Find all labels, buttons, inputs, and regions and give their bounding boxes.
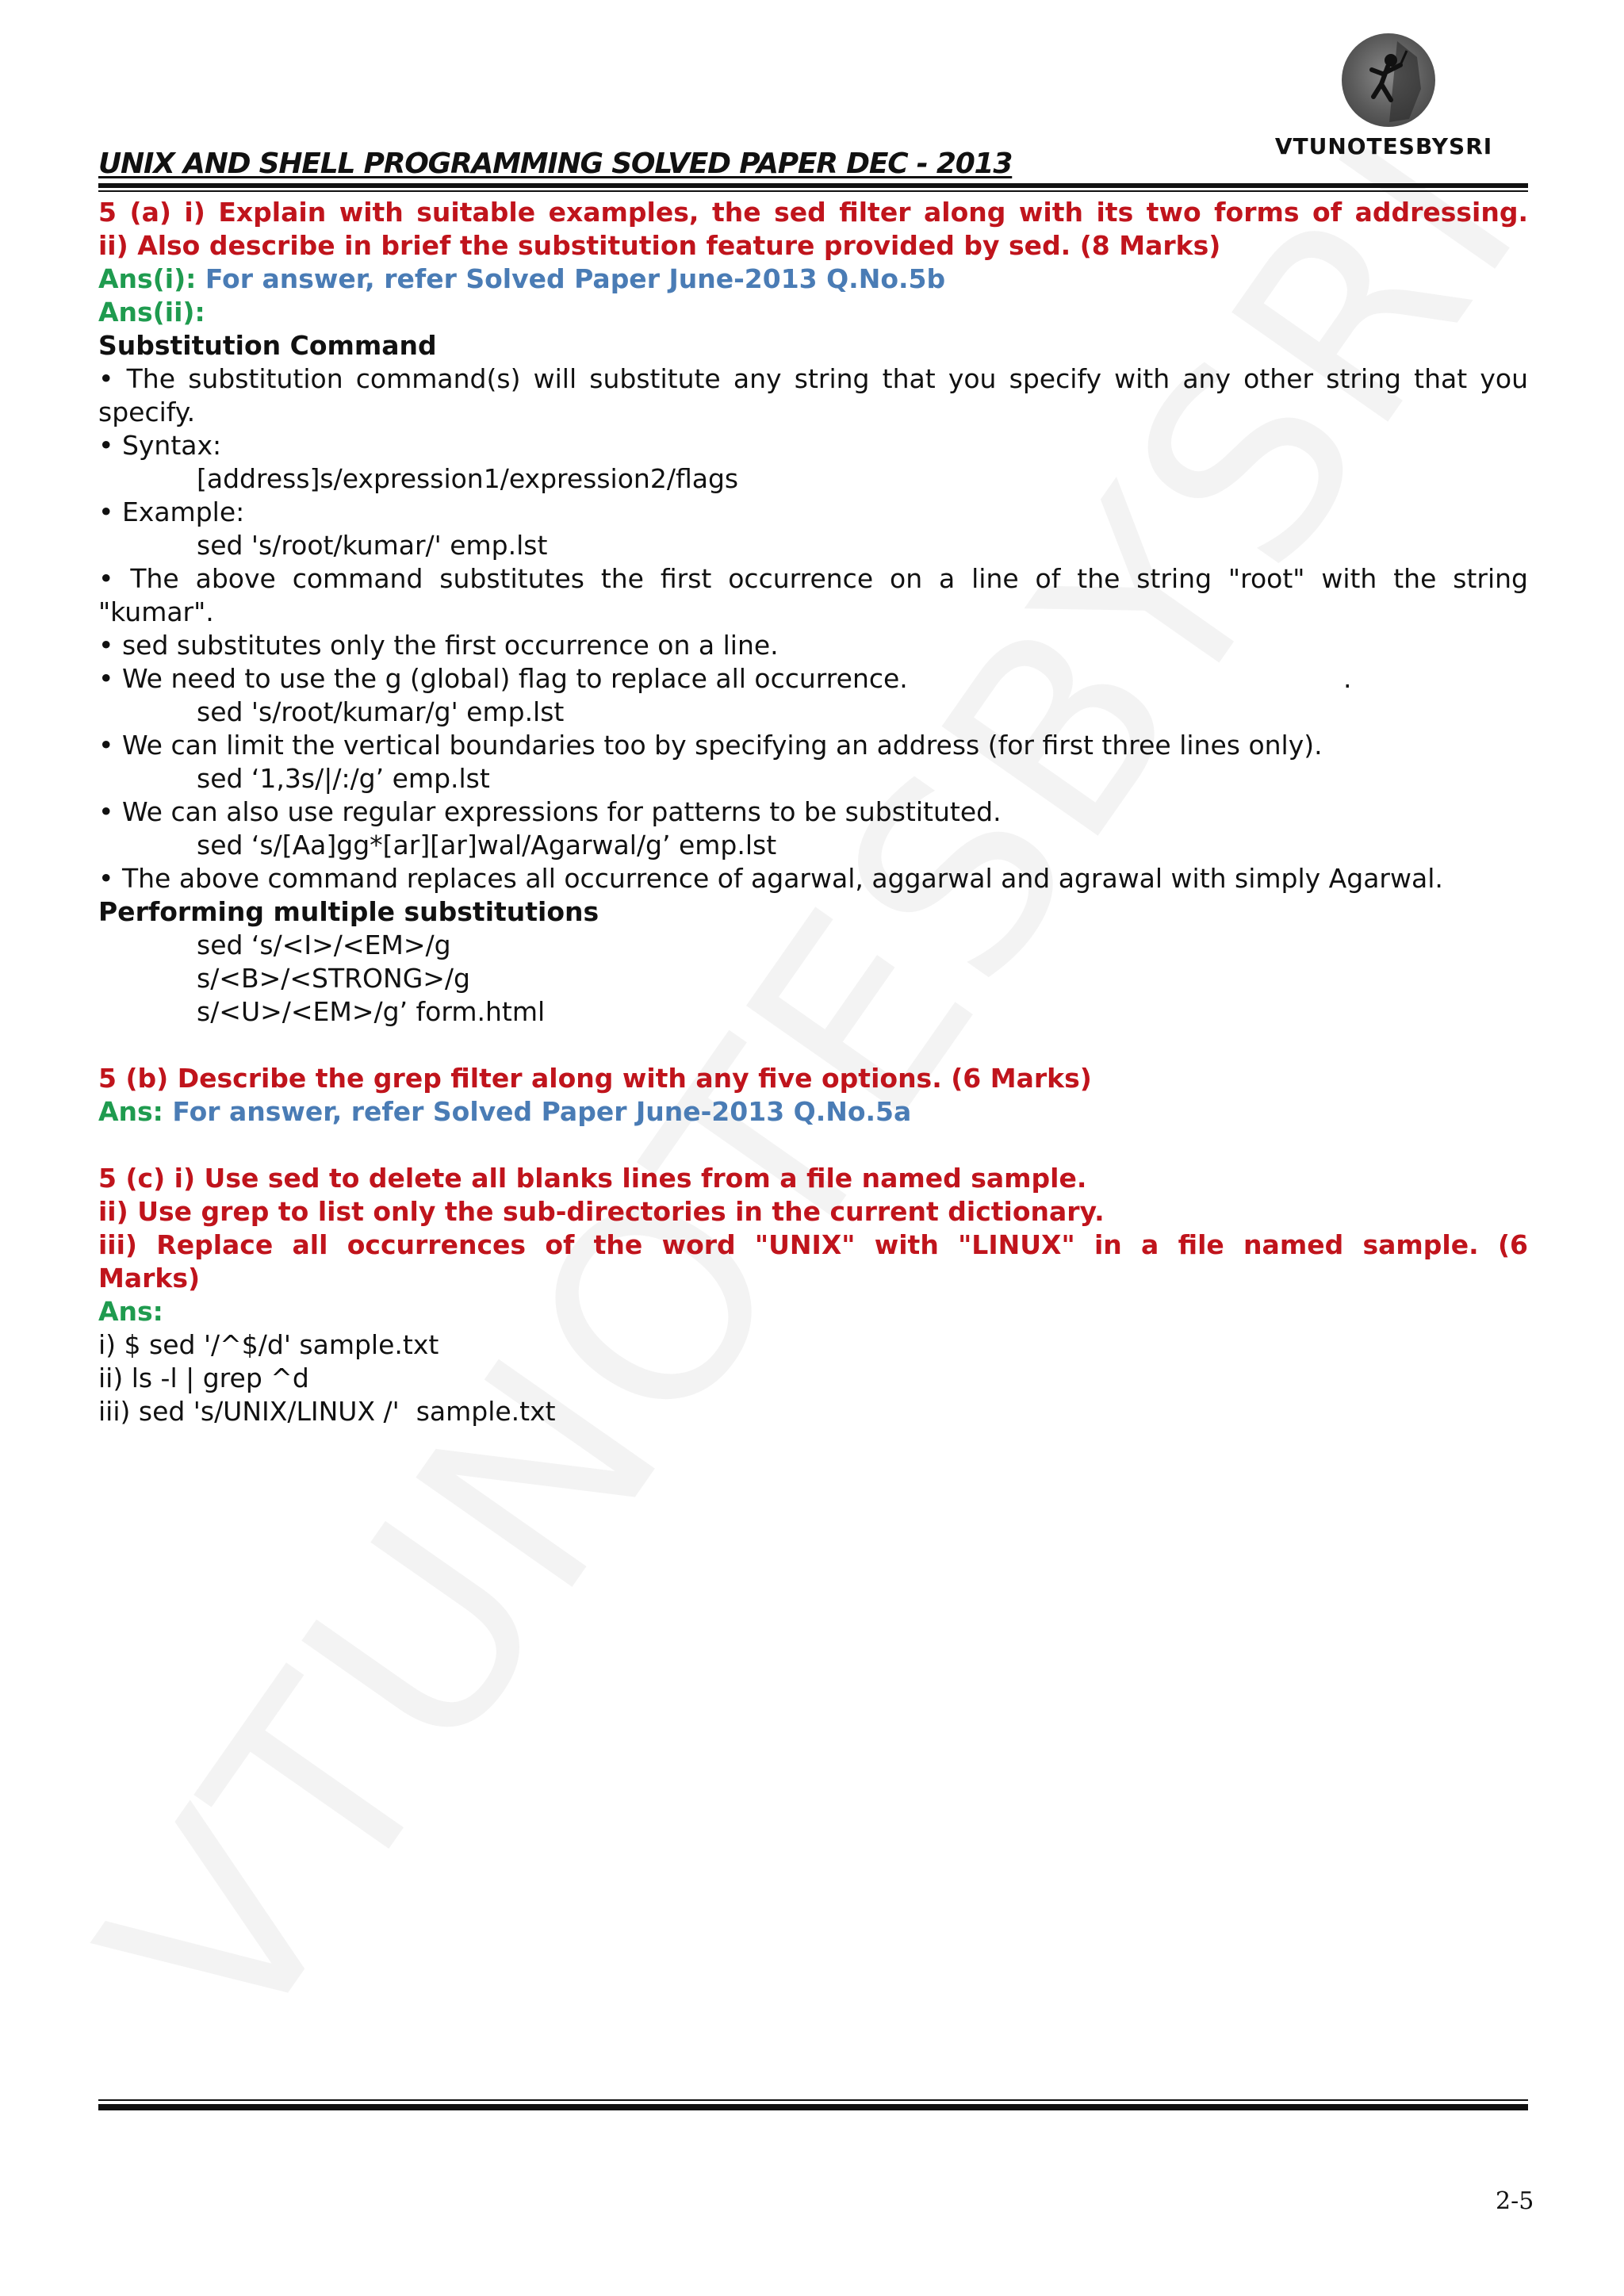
multiple-substitutions-heading: Performing multiple substitutions <box>98 896 599 927</box>
spacer <box>98 1029 1528 1062</box>
q5c-question-line1: 5 (c) i) Use sed to delete all blanks lines from a file named sample. <box>98 1163 1087 1194</box>
q5c-answer: ii) ls -l | grep ^d <box>98 1363 309 1393</box>
page-content <box>98 196 1528 1428</box>
code-line: s/<U>/<EM>/g’ form.html <box>197 996 546 1027</box>
q5b-ans-reference: For answer, refer Solved Paper June-2013 Q.No.5a <box>163 1096 912 1127</box>
q5b-answer <box>98 1095 1528 1129</box>
text-line: • The above command substitutes the first occurrence on a line of the string "root" with the string <box>98 563 1528 594</box>
text-line-content: • We need to use the g (global) flag to replace all occurrence. <box>98 663 908 694</box>
code-line: sed 's/root/kumar/g' emp.lst <box>197 696 565 727</box>
text-line <box>98 662 1528 696</box>
page-number: 2-5 <box>1496 2187 1534 2215</box>
ans-ii-label: Ans(ii): <box>98 297 205 328</box>
text-line: "kumar". <box>98 596 214 627</box>
logo <box>1269 30 1499 165</box>
stray-dot: . <box>1343 663 1352 694</box>
header-rule-thick <box>98 183 1528 188</box>
q5c-ans-label: Ans: <box>98 1296 163 1327</box>
q5c-question-line2: ii) Use grep to list only the sub-directories in the current dictionary. <box>98 1196 1105 1227</box>
q5c-question-line3: iii) Replace all occurrences of the word "UNIX" with "LINUX" in a file named sample. (6 <box>98 1229 1528 1260</box>
text-line: • Example: <box>98 496 245 527</box>
text-line: • We can limit the vertical boundaries too by specifying an address (for first three lines only). <box>98 730 1323 761</box>
q5a-question-line2: ii) Also describe in brief the substitution feature provided by sed. (8 Marks) <box>98 230 1221 261</box>
code-line: [address]s/expression1/expression2/flags <box>197 463 739 494</box>
code-line: sed ‘1,3s/|/:/g’ emp.lst <box>197 763 490 794</box>
text-line: • We can also use regular expressions for patterns to be substituted. <box>98 796 1002 827</box>
q5b-question: 5 (b) Describe the grep filter along with any five options. (6 Marks) <box>98 1063 1092 1094</box>
q5a-question-line1: 5 (a) i) Explain with suitable examples, the sed filter along with its two forms of addressing. <box>98 197 1528 228</box>
q5b-ans-label: Ans: <box>98 1096 163 1127</box>
q5c-question-line4: Marks) <box>98 1263 201 1294</box>
q5c-answer: i) $ sed '/^$/d' sample.txt <box>98 1329 439 1360</box>
text-line: • sed substitutes only the first occurrence on a line. <box>98 630 779 661</box>
q5a-answer-i <box>98 263 1528 296</box>
text-line: • Syntax: <box>98 430 222 461</box>
ans-i-label: Ans(i): <box>98 263 197 294</box>
text-line: • The above command replaces all occurrence of agarwal, aggarwal and agrawal with simply Agarwal. <box>98 863 1443 894</box>
code-line: sed ‘s/[Aa]gg*[ar][ar]wal/Agarwal/g’ emp.lst <box>197 830 777 861</box>
climber-logo-icon <box>1342 33 1435 127</box>
ans-i-reference: For answer, refer Solved Paper June-2013 Q.No.5b <box>196 263 946 294</box>
text-line: • The substitution command(s) will substitute any string that you specify with any other string that you <box>98 363 1528 394</box>
header-rule-thin <box>98 190 1528 192</box>
q5c-answer: iii) sed 's/UNIX/LINUX /' sample.txt <box>98 1396 556 1427</box>
code-line: sed ‘s/<I>/<EM>/g <box>197 930 451 960</box>
code-line: sed 's/root/kumar/' emp.lst <box>197 530 548 561</box>
footer-rule-thin <box>98 2099 1528 2101</box>
code-line: s/<B>/<STRONG>/g <box>197 963 471 994</box>
page-header-title: UNIX AND SHELL PROGRAMMING SOLVED PAPER DEC - 2013 <box>98 148 1013 180</box>
text-line: specify. <box>98 397 196 427</box>
spacer <box>98 1129 1528 1162</box>
logo-text: VTUNOTESBYSRI <box>1274 133 1493 159</box>
footer-rule-thick <box>98 2104 1528 2110</box>
substitution-heading: Substitution Command <box>98 330 437 361</box>
